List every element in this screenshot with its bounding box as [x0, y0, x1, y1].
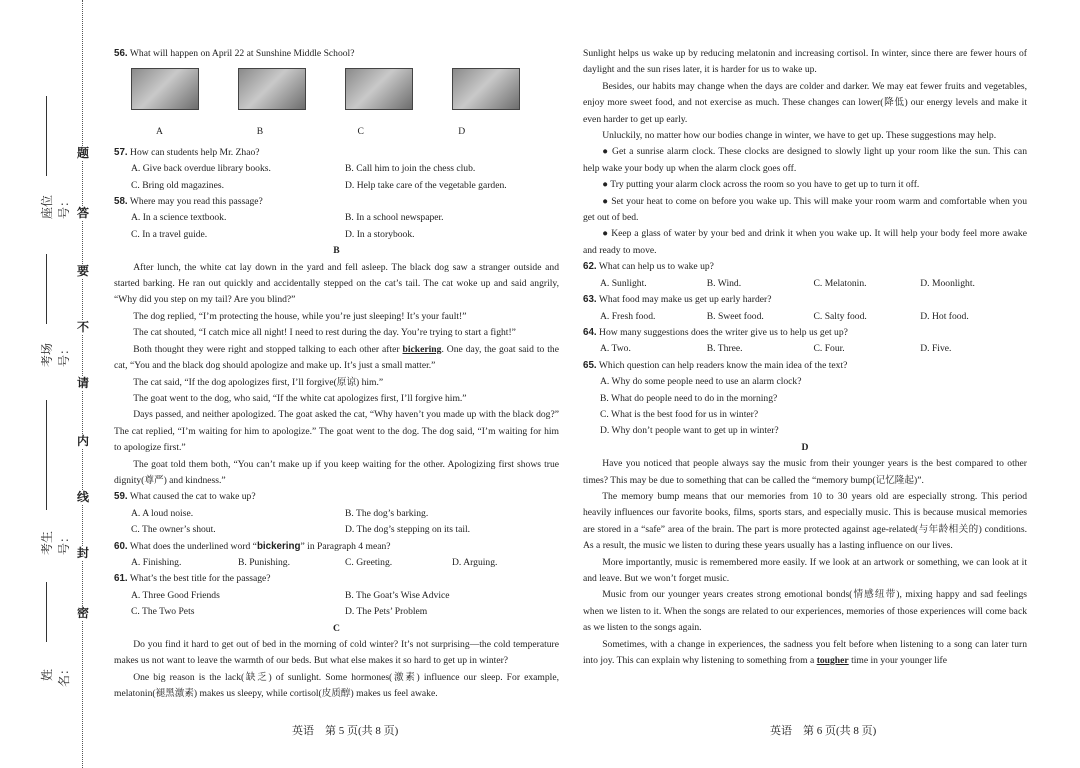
passage-paragraph: Music from our younger years creates strong emotional bonds(情感纽带), mixing happy and sad feelings when we listen to it. When the songs are related to our experiences, memories of those experiences will come back as we listen to the songs again.	[583, 589, 1027, 634]
q60-options	[114, 555, 559, 571]
option: D. Moonlight.	[920, 277, 975, 289]
passage-paragraph: The goat went to the dog, who said, “If the white cat apologizes first, I’ll forgive him.”	[133, 392, 467, 404]
question-63: 63. What food may make us get up early harder?	[583, 294, 772, 306]
option: B. Wind.	[706, 277, 742, 289]
option: A. Finishing.	[131, 556, 182, 568]
suggestion-bullet: ● Keep a glass of water by your bed and drink it when you wake up. It will help your body feel more awake and ready to move.	[583, 228, 1027, 256]
option-label: C	[357, 126, 364, 138]
option: C. What is the best food for us in winter?	[600, 408, 759, 420]
right-page	[583, 46, 1027, 736]
passage-paragraph: The cat said, “If the dog apologizes first, I’ll forgive(原谅) him.”	[133, 376, 384, 388]
question-59: 59. What caused the cat to wake up?	[114, 491, 256, 503]
question-58: 58. Where may you read this passage?	[114, 196, 263, 208]
question-57: 57. How can students help Mr. Zhao?	[114, 146, 260, 158]
option: B. What do people need to do in the morning?	[600, 392, 778, 404]
option: D. Five.	[920, 343, 952, 355]
school-building-image	[345, 68, 413, 110]
option: A. Sunlight.	[600, 277, 647, 289]
option: A. Fresh food.	[600, 310, 656, 322]
seal-char: 请	[76, 376, 89, 390]
passage-paragraph: One big reason is the lack(缺乏) of sunlight. Some hormones(激素) influence our sleep. For example, melatonin(褪黑激素) makes us sleepy, while cortisol(皮质醇) makes us feel awake.	[114, 671, 559, 700]
passage-paragraph: Unluckily, no matter how our bodies change in winter, we have to get up. These suggestions may help.	[602, 130, 997, 142]
option: C. Four.	[813, 343, 845, 355]
seal-char: 封	[76, 546, 89, 560]
q64-options	[583, 341, 1027, 357]
q63-options	[583, 309, 1027, 325]
option: C. In a travel guide.	[131, 228, 208, 240]
option-label: D	[458, 126, 466, 138]
option: B. Call him to join the chess club.	[345, 163, 476, 175]
question-61: 61. What’s the best title for the passage?	[114, 573, 271, 585]
passage-paragraph: The memory bump means that our memories from 10 to 30 years old are especially strong. This period heavily influences our favorite books, films, sports stars, and especially music. This is because musical memories are stored in a “safe” area of the brain. The part is more protected against age-related(与年龄相关的) conditions. As a result, the music we listen to during these years usually has a lasting influence on our lives.	[583, 490, 1027, 552]
option: C. Greeting.	[345, 556, 393, 568]
student-number-label: 考生号：	[40, 531, 71, 556]
q61-options	[114, 588, 559, 621]
option: A. Why do some people need to use an alarm clock?	[600, 376, 802, 388]
exam-room-blank	[46, 254, 47, 324]
section-b-heading: B	[333, 245, 340, 257]
question-64: 64. How many suggestions does the writer give us to help us get up?	[583, 326, 848, 338]
name-label: 姓名：	[40, 663, 71, 688]
question-62: 62. What can help us to wake up?	[583, 261, 714, 273]
option: C. The Two Pets	[131, 606, 195, 618]
student-number-blank	[46, 400, 47, 510]
option: B. Sweet food.	[706, 310, 764, 322]
option: D. Hot food.	[920, 310, 969, 322]
page-footer-left: 英语 第 5 页(共 8 页)	[292, 725, 399, 737]
seal-char: 答	[76, 206, 89, 220]
chess-game-image	[452, 68, 520, 110]
left-page	[114, 46, 559, 736]
q65-options	[583, 374, 1027, 440]
seal-char: 线	[76, 490, 89, 504]
passage-paragraph: Days passed, and neither apologized. The goat asked the cat, “Why haven’t you made up with the black dog?” The cat replied, “I’m waiting for him to apologize.” The goat went to the dog. The dog said, “I’m waiting for him to apologize first.”	[114, 409, 559, 454]
passage-paragraph: The cat shouted, “I catch mice all night! I need to rest during the day. You’re trying to start a fight!”	[133, 327, 516, 339]
seal-char: 要	[76, 264, 89, 278]
option: D. The dog’s stepping on its tail.	[345, 524, 471, 536]
seal-char: 题	[76, 146, 89, 160]
option: B. Punishing.	[238, 556, 290, 568]
question-60: 60. What does the underlined word “bickering” in Paragraph 4 mean?	[114, 540, 391, 552]
option: B. Three.	[706, 343, 743, 355]
passage-paragraph: More importantly, music is remembered more easily. If we look at an artwork or something, we can look at it and leave. But we won’t forget music.	[583, 556, 1027, 584]
q62-options	[583, 276, 1027, 292]
name-blank	[46, 582, 47, 642]
underlined-word: tougher	[816, 655, 849, 667]
passage-paragraph: The goat told them both, “You can’t make up if you keep waiting for the other. Apologizing first shows true dignity(尊严) and kindness.”	[114, 458, 559, 486]
option-label: A	[156, 126, 163, 138]
section-c-heading: C	[333, 622, 340, 634]
option: A. In a science textbook.	[131, 212, 227, 224]
question-56: 56. What will happen on April 22 at Sunshine Middle School?	[114, 48, 355, 59]
suggestion-bullet: ● Try putting your alarm clock across the room so you have to get up to turn it off.	[602, 179, 920, 191]
underlined-word: bickering	[402, 343, 442, 355]
option: A. A loud noise.	[131, 507, 194, 519]
option: D. Help take care of the vegetable garden.	[345, 179, 507, 191]
q58-options	[114, 210, 559, 243]
option: B. In a school newspaper.	[345, 212, 444, 224]
option: C. Salty food.	[813, 310, 867, 322]
seal-char: 密	[76, 606, 89, 620]
passage-paragraph: Besides, our habits may change when the days are colder and darker. We may eat fewer fruits and vegetables, enjoy more sweet food, and not exercise as much. These changes can lower(降低) our energy levels and make it even harder to get up early.	[583, 80, 1027, 125]
passage-paragraph: Have you noticed that people always say the music from their younger years is the best compared to other times? This may be due to something that can be called the “memory bump(记忆隆起)”.	[583, 458, 1027, 486]
q56-images	[114, 68, 559, 118]
seal-char: 不	[76, 320, 89, 334]
option: A. Three Good Friends	[131, 589, 220, 601]
exam-room-label: 考场号：	[40, 343, 71, 368]
students-garden-image	[238, 68, 306, 110]
passage-paragraph: Sunlight helps us wake up by reducing melatonin and increasing cortisol. In winter, since there are fewer hours of daylight and the sun rises later, it is harder for us to wake up.	[583, 48, 1027, 76]
section-d-heading: D	[801, 441, 809, 453]
option-label: B	[256, 126, 264, 138]
seat-number-blank	[46, 96, 47, 176]
page-footer-right: 英语 第 6 页(共 8 页)	[770, 725, 877, 737]
question-65: 65. Which question can help readers know the main idea of the text?	[583, 359, 848, 371]
q56-option-labels	[114, 124, 559, 140]
option: A. Two.	[600, 343, 631, 355]
passage-paragraph: Both thought they were right and stopped talking to each other after bickering. One day, the goat said to the cat, “You and the black dog should apologize and make up. It’s just a small matter.”	[114, 343, 559, 372]
suggestion-bullet: ● Get a sunrise alarm clock. These clocks are designed to slowly light up your room like the sun. This can help wake your body up when the alarm clock goes off.	[583, 146, 1027, 174]
option: B. The dog’s barking.	[345, 507, 429, 519]
option: C. Melatonin.	[813, 277, 867, 289]
seat-number-label: 座位号：	[40, 195, 71, 220]
binding-margin	[0, 0, 96, 768]
option: D. Arguing.	[452, 556, 498, 568]
passage-paragraph: The dog replied, “I’m protecting the house, while you’re just sleeping! It’s your fault!”	[133, 310, 467, 322]
q57-options	[114, 161, 559, 194]
q59-options	[114, 506, 559, 539]
library-scene-image	[131, 68, 199, 110]
option: D. The Pets’ Problem	[345, 606, 428, 618]
suggestion-bullet: ● Set your heat to come on before you wake up. This will make your room warm and comfortable when you get out of bed.	[583, 195, 1027, 224]
option: B. The Goat’s Wise Advice	[345, 589, 450, 601]
option: A. Give back overdue library books.	[131, 163, 271, 175]
option: C. The owner’s shout.	[131, 524, 216, 536]
option: D. Why don’t people want to get up in winter?	[600, 425, 779, 437]
passage-paragraph: After lunch, the white cat lay down in the yard and fell asleep. The black dog saw a stranger outside and started barking. He ran out quickly and accidentally stepped on the cat’s tail. The cat woke up and said angrily, “Why did you step on my tail? Are you blind?”	[114, 261, 559, 306]
seal-char: 内	[76, 434, 89, 448]
passage-paragraph: Sometimes, with a change in experiences, the sadness you felt before when listening to a song can later turn into joy. This can explain why listening to something from a tougher time in your younger life	[583, 638, 1027, 667]
option: C. Bring old magazines.	[131, 179, 224, 191]
passage-paragraph: Do you find it hard to get out of bed in the morning of cold winter? It’s not surprising—the cold temperature makes us not want to leave the warmth of our beds. But what else makes it so hard to get up in winter?	[114, 639, 559, 667]
option: D. In a storybook.	[345, 228, 415, 240]
